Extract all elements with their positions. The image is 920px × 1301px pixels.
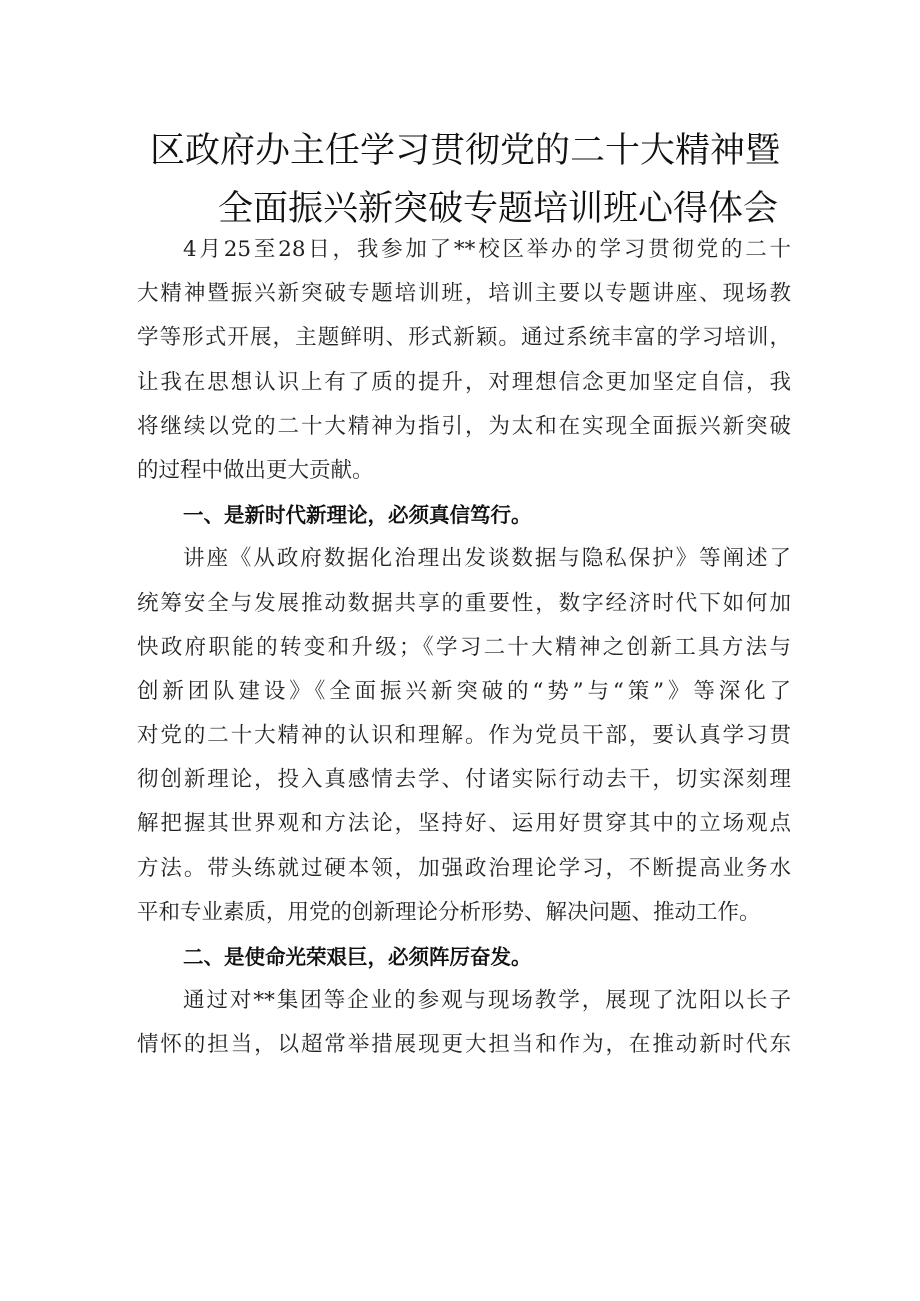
paragraph-1-line-1: 4月25至28日，我参加了**校区举办的学习贯彻党的二十 <box>183 237 791 262</box>
section-heading-2: 二、是使命光荣艰巨，必须阵厉奋发。 <box>183 945 532 969</box>
paragraph-2-line-8: 方法。带头练就过硬本领，加强政治理论学习，不断提高业务水 <box>137 855 791 881</box>
paragraph-3-line-2: 情怀的担当，以超常举措展现更大担当和作为，在推动新时代东 <box>137 1032 791 1058</box>
paragraph-1-line-4: 让我在思想认识上有了质的提升，对理想信念更加坚定自信，我 <box>137 369 791 395</box>
document-body <box>137 228 791 1068</box>
paragraph-1-line-3: 学等形式开展，主题鲜明、形式新颖。通过系统丰富的学习培训， <box>137 325 791 351</box>
paragraph-1-line-6: 的过程中做出更大贡献。 <box>137 457 374 483</box>
paragraph-2-line-9: 平和专业素质，用党的创新理论分析形势、解决问题、推动工作。 <box>137 899 761 925</box>
paragraph-2-line-6: 彻创新理论，投入真感情去学、付诸实际行动去干，切实深刻理 <box>137 767 791 793</box>
paragraph-2-line-4: 创新团队建设》《全面振兴新突破的“势”与“策”》等深化了 <box>137 678 791 704</box>
paragraph-2-line-1: 讲座《从政府数据化治理出发谈数据与隐私保护》等阐述了 <box>183 546 791 572</box>
document-title <box>0 122 920 238</box>
section-heading-1: 一、是新时代新理论，必须真信笃行。 <box>183 503 532 528</box>
paragraph-2-line-5: 对党的二十大精神的认识和理解。作为党员干部，要认真学习贯 <box>137 723 791 749</box>
paragraph-2-line-7: 解把握其世界观和方法论，坚持好、运用好贯穿其中的立场观点 <box>137 811 791 837</box>
title-line-2: 全面振兴新突破专题培训班心得体会 <box>218 189 779 229</box>
paragraph-1-line-2: 大精神暨振兴新突破专题培训班，培训主要以专题讲座、现场教 <box>137 281 791 307</box>
paragraph-2-line-2: 统筹安全与发展推动数据共享的重要性，数字经济时代下如何加 <box>137 590 791 616</box>
paragraph-3-line-1: 通过对**集团等企业的参观与现场教学，展现了沈阳以长子 <box>183 988 791 1014</box>
title-line-1: 区政府办主任学习贯彻党的二十大精神暨 <box>150 131 781 171</box>
paragraph-1-line-5: 将继续以党的二十大精神为指引，为太和在实现全面振兴新突破 <box>137 413 791 439</box>
paragraph-2-line-3: 快政府职能的转变和升级；《学习二十大精神之创新工具方法与 <box>137 634 791 660</box>
